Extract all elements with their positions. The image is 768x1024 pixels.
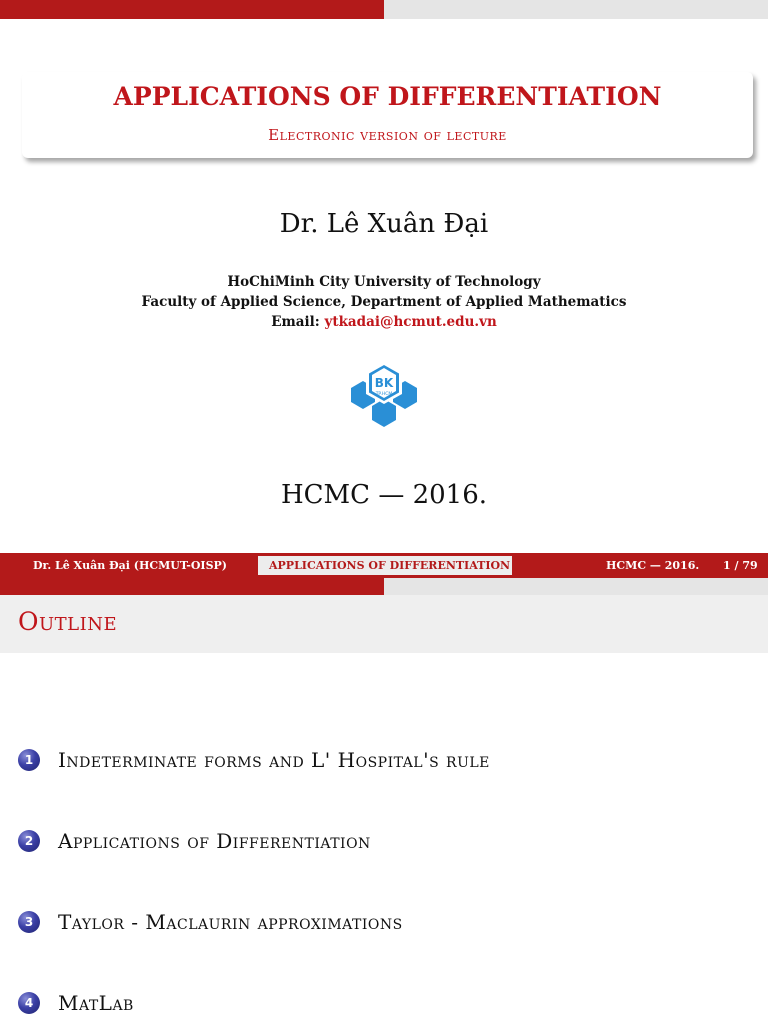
- item-number-ball-icon: 3: [18, 911, 40, 933]
- email-label: Email:: [271, 314, 320, 330]
- top-bar-red: [0, 578, 384, 595]
- top-color-bar: [0, 578, 768, 595]
- author-name: Dr. Lê Xuân Đại: [279, 209, 489, 239]
- top-bar-gray: [384, 0, 768, 19]
- outline-item-1[interactable]: [18, 745, 490, 775]
- top-bar-red: [0, 0, 384, 19]
- top-bar-gray: [384, 578, 768, 595]
- item-number-ball-icon: 2: [18, 830, 40, 852]
- presentation-date: HCMC — 2016.: [280, 480, 488, 510]
- outline-item-label: Indeterminate forms and L' Hospital's rule: [58, 748, 490, 772]
- footer-title: APPLICATIONS OF DIFFERENTIATION: [258, 556, 512, 575]
- outline-slide: [0, 578, 768, 1024]
- slide-subtitle: Electronic version of lecture: [268, 126, 507, 144]
- footer-page-number: 1 / 79: [723, 559, 758, 572]
- footer-bar: [0, 553, 768, 578]
- outline-item-3[interactable]: [18, 907, 403, 937]
- email-link[interactable]: ytkadai@hcmut.edu.vn: [324, 314, 497, 330]
- footer-author: Dr. Lê Xuân Đại (HCMUT-OISP): [33, 559, 227, 572]
- title-box: [22, 72, 753, 158]
- item-number-ball-icon: 4: [18, 992, 40, 1014]
- top-color-bar: [0, 0, 768, 19]
- faculty: Faculty of Applied Science, Department of Applied Mathematics: [141, 294, 627, 310]
- frame-title: Outline: [18, 607, 118, 636]
- slide-title: APPLICATIONS OF DIFFERENTIATION: [113, 82, 662, 111]
- outline-item-label: Applications of Differentiation: [58, 829, 371, 853]
- email-line: [0, 314, 768, 330]
- outline-item-2[interactable]: [18, 826, 371, 856]
- logo-text-sub: TP.HCM: [375, 392, 393, 397]
- item-number-ball-icon: 1: [18, 749, 40, 771]
- frame-title-bar: [0, 595, 768, 653]
- outline-item-label: Taylor - Maclaurin approximations: [58, 910, 403, 934]
- institution: HoChiMinh City University of Technology: [227, 274, 541, 290]
- outline-item-4[interactable]: [18, 988, 134, 1018]
- outline-item-label: MatLab: [58, 991, 134, 1015]
- footer-date: HCMC — 2016.: [606, 559, 700, 572]
- university-logo-icon: [347, 358, 421, 430]
- logo-text-main: BK: [374, 376, 394, 390]
